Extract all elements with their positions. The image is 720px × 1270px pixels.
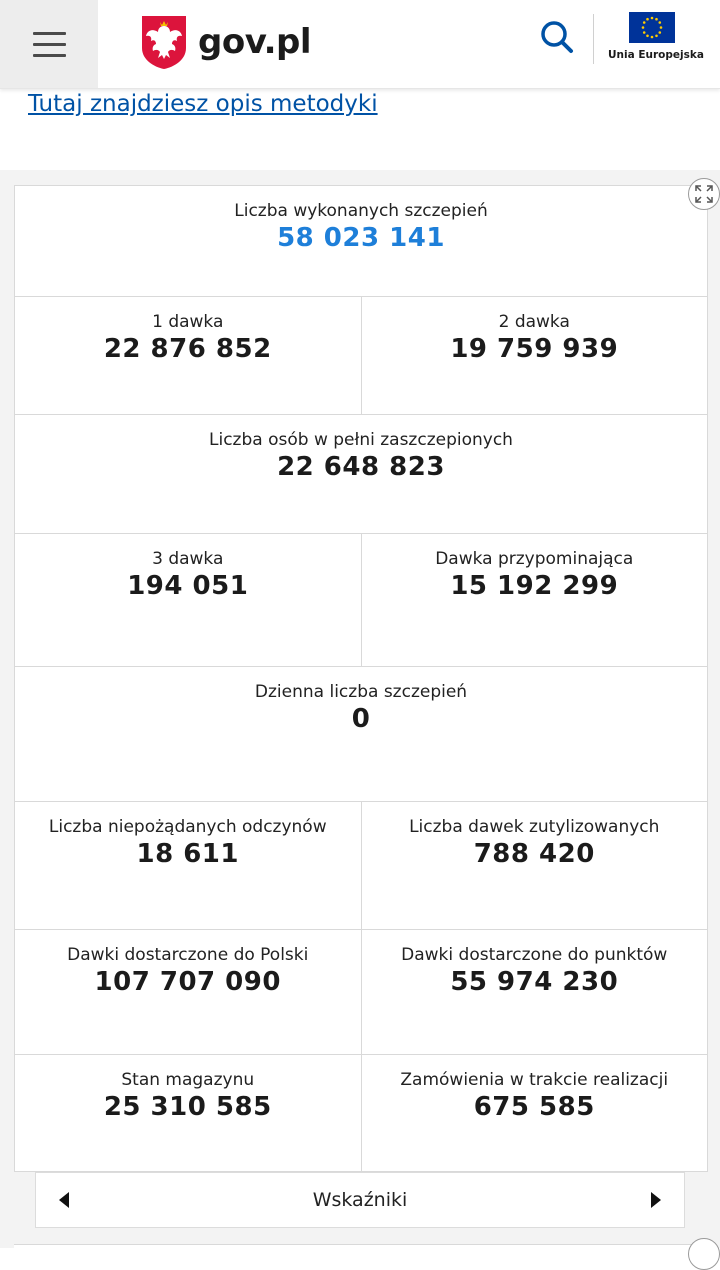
stats-row: [15, 297, 707, 415]
stat-value: 55 974 230: [450, 967, 619, 997]
site-header: [0, 0, 720, 89]
header-divider: [593, 14, 594, 64]
previous-page-button[interactable]: [36, 1172, 92, 1228]
stat-dose-3: [15, 534, 361, 666]
stat-total-vaccinations: [15, 186, 707, 296]
page-title: Wskaźniki: [312, 1189, 408, 1211]
search-button[interactable]: [536, 16, 578, 58]
stat-label: Stan magazynu: [121, 1070, 255, 1090]
stat-value: 788 420: [473, 839, 595, 869]
stat-delivered-points: [361, 930, 708, 1054]
stat-label: 3 dawka: [152, 549, 224, 569]
vaccination-stats-grid: [14, 185, 708, 1172]
stats-row: [15, 667, 707, 802]
stat-label: Liczba dawek zutylizowanych: [409, 817, 660, 837]
stat-label: 1 dawka: [152, 312, 224, 332]
stat-value: 58 023 141: [277, 223, 445, 253]
stat-label: Dawka przypominająca: [435, 549, 634, 569]
methodology-link[interactable]: Tutaj znajdziesz opis metodyki: [28, 91, 378, 117]
stat-warehouse-stock: [15, 1055, 361, 1171]
stat-value: 194 051: [127, 571, 249, 601]
stat-booster-dose: [361, 534, 708, 666]
stat-label: Dzienna liczba szczepień: [254, 682, 468, 702]
stat-value: 0: [351, 704, 371, 734]
next-page-button[interactable]: [628, 1172, 684, 1228]
stat-label: Zamówienia w trakcie realizacji: [400, 1070, 669, 1090]
site-logo[interactable]: [140, 14, 311, 70]
search-icon: [536, 16, 578, 58]
stats-row: [15, 186, 707, 297]
polish-eagle-emblem-icon: [140, 14, 188, 70]
stat-value: 22 876 852: [103, 334, 272, 364]
stat-fully-vaccinated: [15, 415, 707, 533]
stat-label: Liczba niepożądanych odczynów: [48, 817, 327, 837]
stat-value: 15 192 299: [450, 571, 619, 601]
stats-row: [15, 802, 707, 930]
stats-row: [15, 534, 707, 667]
stat-disposed-doses: [361, 802, 708, 929]
stat-value: 18 611: [136, 839, 239, 869]
stat-label: Dawki dostarczone do Polski: [67, 945, 309, 965]
stat-daily-vaccinations: [15, 667, 707, 801]
site-name: gov.pl: [198, 22, 311, 62]
stat-value: 675 585: [473, 1092, 595, 1122]
fullscreen-button-secondary[interactable]: [688, 1238, 720, 1270]
stat-pending-orders: [361, 1055, 708, 1171]
stat-label: Dawki dostarczone do punktów: [401, 945, 668, 965]
stat-dose-2: [361, 297, 708, 414]
triangle-left-icon: [58, 1191, 70, 1209]
stat-value: 107 707 090: [94, 967, 281, 997]
stat-label: Liczba osób w pełni zaszczepionych: [209, 430, 513, 450]
stat-value: 25 310 585: [103, 1092, 272, 1122]
eu-label: Unia Europejska: [608, 49, 704, 61]
menu-button[interactable]: [0, 0, 98, 88]
page-navigator: [35, 1172, 685, 1228]
stat-label: 2 dawka: [498, 312, 570, 332]
stats-row: [15, 930, 707, 1055]
triangle-right-icon: [650, 1191, 662, 1209]
stat-value: 22 648 823: [277, 452, 445, 482]
fullscreen-button[interactable]: [688, 178, 720, 210]
hamburger-icon: [33, 32, 66, 57]
stat-label: Liczba wykonanych szczepień: [234, 201, 488, 221]
stat-dose-1: [15, 297, 361, 414]
expand-icon: [695, 185, 713, 203]
eu-flag-icon: [629, 12, 675, 43]
eu-logo: [608, 12, 704, 61]
next-panel-edge: [14, 1244, 706, 1249]
stat-adverse-reactions: [15, 802, 361, 929]
stats-row: [15, 1055, 707, 1171]
stats-row: [15, 415, 707, 534]
stat-delivered-poland: [15, 930, 361, 1054]
stat-value: 19 759 939: [450, 334, 619, 364]
